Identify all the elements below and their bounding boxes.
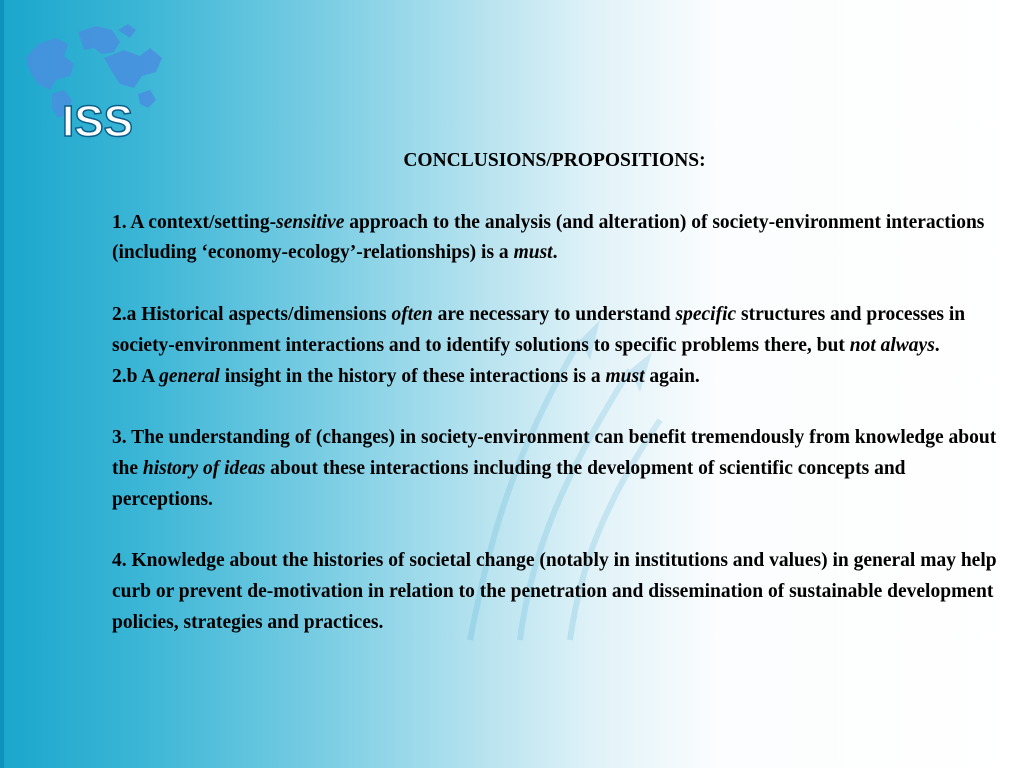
slide-content [112, 146, 997, 639]
proposition-1: 1. A context/setting-sensitive approach to the analysis (and alteration) of society-environment interactions (including ‘economy-ecology’-relationships) is a must. [112, 211, 985, 264]
proposition-4: 4. Knowledge about the histories of societal change (notably in institutions and values) in general may help curb or prevent de-motivation in relation to the penetration and dissemination of sustainable development policies, strategies and practices. [112, 550, 997, 633]
page-title: CONCLUSIONS/PROPOSITIONS: [403, 150, 706, 171]
iss-logo [16, 18, 176, 148]
proposition-2b: 2.b A general insight in the history of these interactions is a must again. [112, 365, 700, 387]
proposition-2a: 2.a Historical aspects/dimensions often are necessary to understand specific structures and processes in society-environment interactions and to identify solutions to specific problems there, but not always. [112, 303, 966, 356]
proposition-3: 3. The understanding of (changes) in society-environment can benefit tremendously from knowledge about the history of ideas about these interactions including the development of scientific concepts and perceptions. [112, 427, 997, 510]
left-edge-bar [0, 0, 4, 768]
iss-logo-text: ISS [62, 97, 133, 146]
